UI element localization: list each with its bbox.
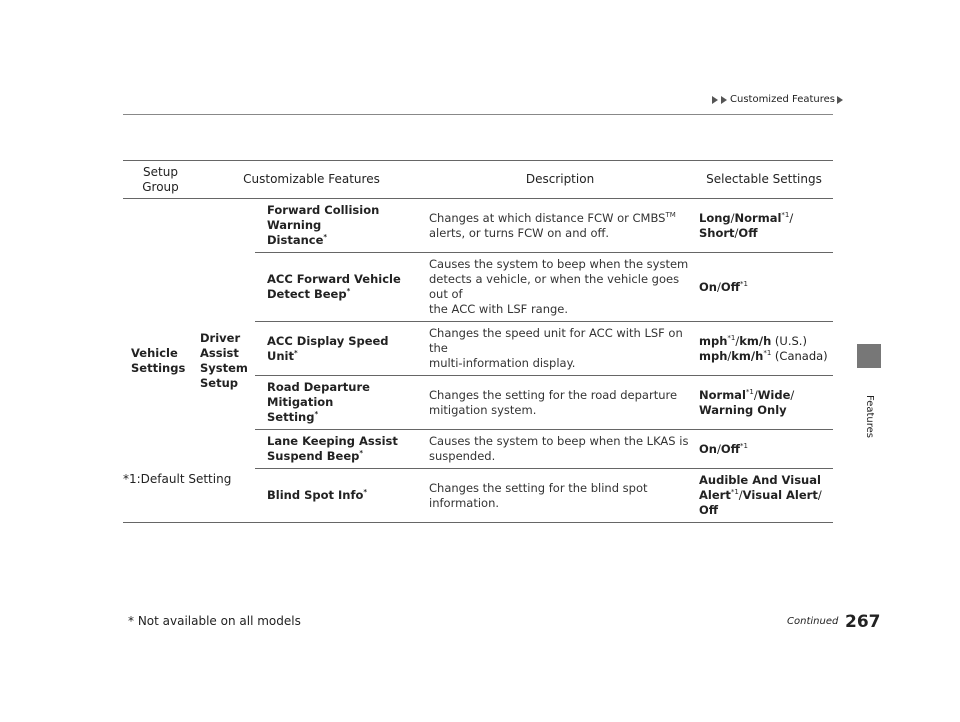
header-customizable-features: Customizable Features <box>198 161 425 199</box>
section-side-label: Features <box>863 394 875 438</box>
triangle-right-icon <box>837 96 843 104</box>
breadcrumb-text: Customized Features <box>730 94 836 105</box>
settings-acc-speed-unit: mph$^{*1}$/km/h (U.S.) mph/$km/h^{*1}$ (Canada) <box>695 322 833 376</box>
settings-acc-detect-beep: On/Off$^{*1}$ <box>695 253 833 322</box>
triangle-right-icon <box>712 96 718 104</box>
header-rule <box>123 114 833 115</box>
settings-fcw-distance: Long/Normal$^{*1}$/ Short/Off <box>695 199 833 253</box>
description-acc-detect-beep: Causes the system to beep when the system detects a vehicle, or when the vehicle goes out of the ACC with LSF range. <box>425 253 695 322</box>
settings-blind-spot-info: Audible And Visual Alert$^{*1}$/Visual Alert/ Off <box>695 469 833 523</box>
header-setup-group: Setup Group <box>123 161 198 199</box>
description-blind-spot-info: Changes the setting for the blind spot information. <box>425 469 695 523</box>
header-description: Description <box>425 161 695 199</box>
description-fcw-distance: Changes at which distance FCW or CMBS™ alerts, or turns FCW on and off. <box>425 199 695 253</box>
subgroup-driver-assist: Driver Assist System Setup <box>198 199 255 523</box>
description-acc-speed-unit: Changes the speed unit for ACC with LSF on the multi-information display. <box>425 322 695 376</box>
continued-label: Continued <box>787 616 839 627</box>
feature-lkas-beep: Lane Keeping Assist Suspend Beep* <box>255 430 425 469</box>
section-tab-marker <box>857 344 881 368</box>
page-number: 267 <box>845 612 881 632</box>
breadcrumb <box>712 94 844 105</box>
settings-rdm-setting: Normal$^{*1}$/Wide/ Warning Only <box>695 376 833 430</box>
header-selectable-settings: Selectable Settings <box>695 161 833 199</box>
customization-table-wrapper <box>123 160 833 523</box>
feature-acc-speed-unit: ACC Display Speed Unit* <box>255 322 425 376</box>
feature-fcw-distance: Forward Collision Warning Distance* <box>255 199 425 253</box>
default-setting-footnote: *1:Default Setting <box>123 472 232 486</box>
customization-table <box>123 160 833 523</box>
feature-rdm-setting: Road Departure Mitigation Setting* <box>255 376 425 430</box>
description-lkas-beep: Causes the system to beep when the LKAS is suspended. <box>425 430 695 469</box>
feature-acc-detect-beep: ACC Forward Vehicle Detect Beep* <box>255 253 425 322</box>
group-vehicle-settings: Vehicle Settings <box>123 199 198 523</box>
feature-blind-spot-info: Blind Spot Info* <box>255 469 425 523</box>
triangle-right-icon <box>721 96 727 104</box>
settings-lkas-beep: On/Off$^{*1}$ <box>695 430 833 469</box>
availability-note: * Not available on all models <box>128 614 301 628</box>
description-rdm-setting: Changes the setting for the road departure mitigation system. <box>425 376 695 430</box>
